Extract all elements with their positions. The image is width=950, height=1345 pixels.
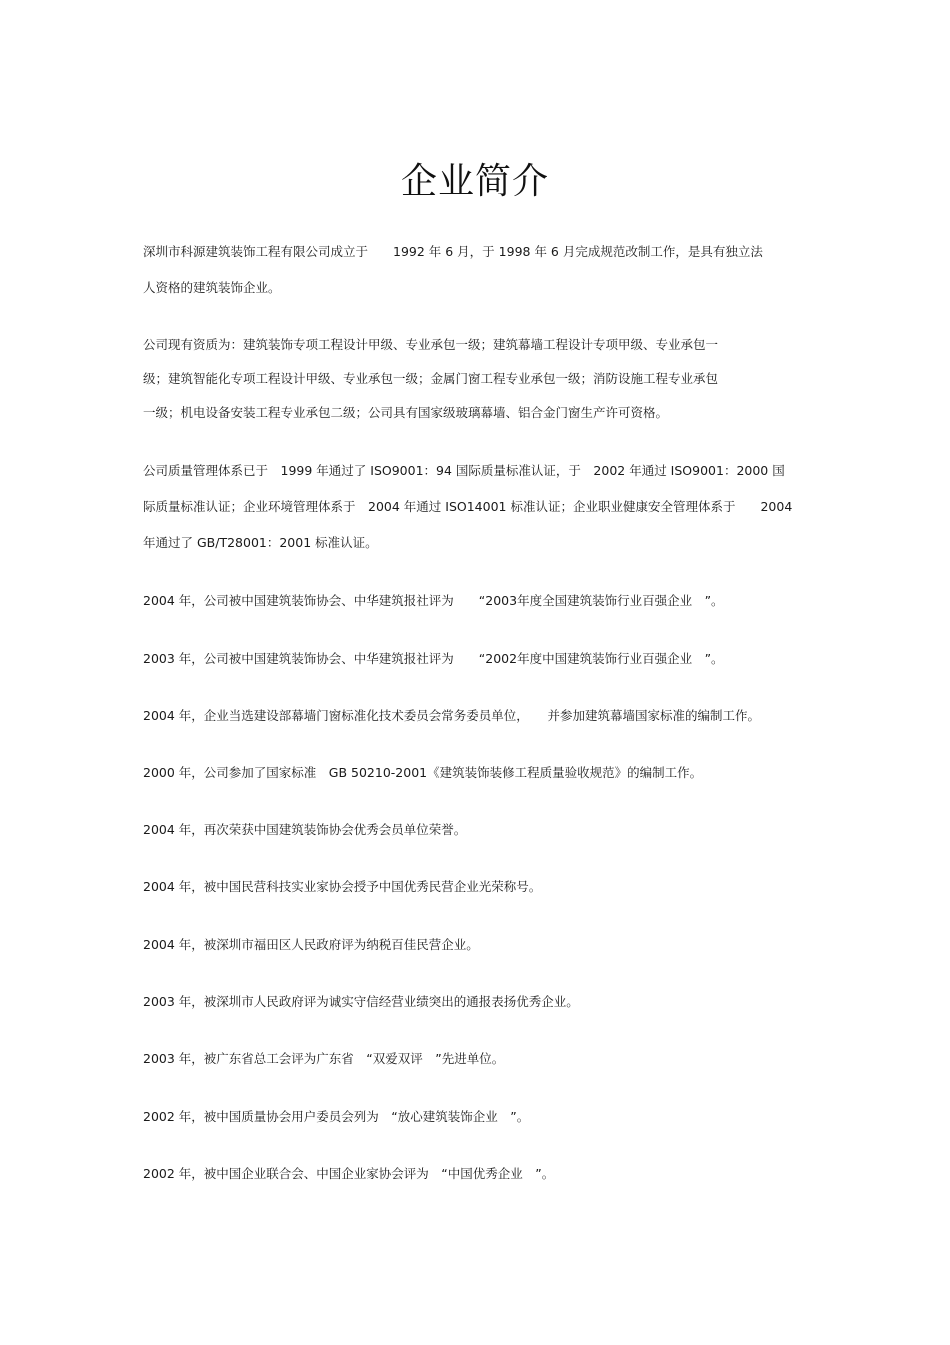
text-line: 年通过了 GB/T28001：2001 标准认证。 [143,535,378,550]
page-title: 企业简介 [400,161,549,202]
text-line: 2004 年，被深圳市福田区人民政府评为纳税百佳民营企业。 [143,937,479,952]
text-line: 2003 年，被广东省总工会评为广东省 “双爱双评 ”先进单位。 [143,1051,505,1066]
text-line: 2003 年，被深圳市人民政府评为诚实守信经营业绩突出的通报表扬优秀企业。 [143,994,579,1009]
text-line: 公司现有资质为：建筑装饰专项工程设计甲级、专业承包一级；建筑幕墙工程设计专项甲级、专业承包一 [143,337,719,352]
text-line: 人资格的建筑装饰企业。 [143,280,281,295]
text-line: 2004 年，公司被中国建筑装饰协会、中华建筑报社评为 “2003年度全国建筑装饰行业百强企业 ”。 [143,593,724,608]
text-line: 2000 年，公司参加了国家标准 GB 50210-2001《建筑装饰装修工程质量验收规范》的编制工作。 [143,765,703,780]
text-line: 际质量标准认证；企业环境管理体系于 2004 年通过 ISO14001 标准认证；企业职业健康安全管理体系于 2004 [143,499,793,514]
text-line: 2002 年，被中国企业联合会、中国企业家协会评为 “中国优秀企业 ”。 [143,1166,555,1181]
text-line: 2004 年，被中国民营科技实业家协会授予中国优秀民营企业光荣称号。 [143,879,542,894]
text-line: 深圳市科源建筑装饰工程有限公司成立于 1992 年 6 月，于 1998 年 6 月完成规范改制工作，是具有独立法 [143,244,763,259]
text-line: 2004 年，企业当选建设部幕墙门窗标准化技术委员会常务委员单位， 并参加建筑幕墙国家标准的编制工作。 [143,708,761,723]
text-line: 公司质量管理体系已于 1999 年通过了 ISO9001：94 国际质量标准认证，于 2002 年通过 ISO9001：2000 国 [143,463,785,478]
text-line: 2003 年，公司被中国建筑装饰协会、中华建筑报社评为 “2002年度中国建筑装饰行业百强企业 ”。 [143,651,724,666]
text-line: 级；建筑智能化专项工程设计甲级、专业承包一级；金属门窗工程专业承包一级；消防设施工程专业承包 [143,371,719,386]
text-line: 2004 年，再次荣获中国建筑装饰协会优秀会员单位荣誉。 [143,822,467,837]
text-line: 一级；机电设备安装工程专业承包二级；公司具有国家级玻璃幕墙、铝合金门窗生产许可资格。 [143,405,669,420]
text-line: 2002 年，被中国质量协会用户委员会列为 “放心建筑装饰企业 ”。 [143,1109,530,1124]
